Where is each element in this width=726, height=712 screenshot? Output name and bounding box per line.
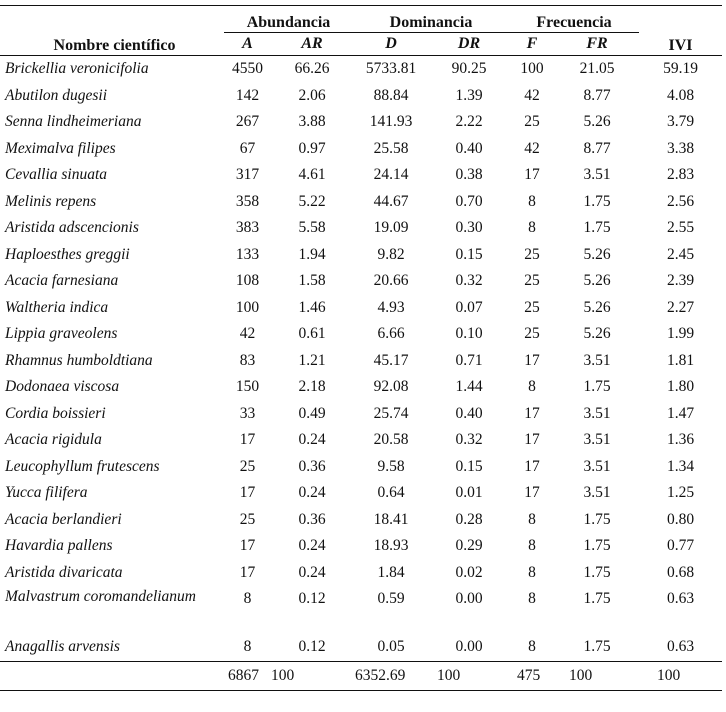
value-cell: 150 (235, 378, 260, 396)
value-cell: 2.83 (666, 166, 695, 184)
value-cell: 45.17 (373, 351, 409, 369)
species-name: Acacia farnesiana (5, 272, 119, 290)
species-name: Aristida divaricata (5, 563, 123, 581)
value-cell: 9.82 (377, 245, 405, 263)
value-cell: 1.75 (583, 563, 611, 581)
value-cell: 142 (235, 86, 260, 104)
header-name-column: Nombre científico (53, 37, 176, 54)
value-cell: 0.40 (455, 139, 483, 157)
value-cell: 17 (239, 537, 256, 555)
value-cell: 2.06 (298, 86, 326, 104)
value-cell: 1.75 (583, 192, 611, 210)
header-sub-fr: FR (586, 35, 608, 52)
value-cell: 3.51 (583, 166, 611, 184)
table-row (0, 295, 722, 322)
value-cell: 0.12 (298, 638, 326, 656)
species-name: Lippia graveolens (5, 325, 118, 343)
value-cell: 0.59 (377, 590, 405, 607)
value-cell: 5.26 (583, 245, 611, 263)
value-cell: 8 (528, 510, 536, 528)
value-cell: 1.34 (666, 457, 695, 475)
species-name: Haploesthes greggii (5, 245, 130, 263)
value-cell: 3.51 (583, 484, 611, 502)
value-cell: 3.88 (298, 113, 326, 131)
value-cell: 2.56 (666, 192, 695, 210)
value-cell: 0.77 (666, 537, 695, 555)
value-cell: 1.75 (583, 638, 611, 656)
table-row (0, 56, 722, 83)
value-cell: 0.00 (455, 590, 483, 607)
species-name: Havardia pallens (5, 537, 113, 555)
value-cell: 17 (524, 351, 540, 369)
table-row (0, 427, 722, 454)
value-cell: 20.58 (373, 431, 409, 449)
table-row (0, 560, 722, 587)
value-cell: 0.63 (666, 590, 695, 607)
species-name: Cevallia sinuata (5, 166, 108, 184)
value-cell: 90.25 (451, 60, 487, 78)
value-cell: 8 (528, 537, 536, 555)
species-name: Malvastrum coromandelianum (5, 588, 197, 605)
value-cell: 1.81 (666, 351, 695, 369)
species-name: Dodonaea viscosa (5, 378, 120, 396)
header-sub-dr: DR (457, 35, 481, 52)
species-name: Leucophyllum frutescens (5, 457, 160, 475)
value-cell: 317 (235, 166, 260, 184)
species-name: Cordia boissieri (5, 404, 106, 422)
value-cell: 3.38 (666, 139, 695, 157)
value-cell: 5.26 (583, 272, 611, 290)
value-cell: 44.67 (373, 192, 409, 210)
species-name: Acacia rigidula (5, 431, 102, 449)
totals-cell: 100 (657, 666, 681, 684)
species-name: Senna lindheimeriana (5, 113, 142, 131)
value-cell: 0.32 (455, 272, 483, 290)
value-cell: 8 (528, 590, 536, 607)
table-row (0, 634, 722, 661)
value-cell: 0.24 (298, 563, 326, 581)
value-cell: 0.63 (666, 638, 695, 656)
value-cell: 17 (524, 431, 540, 449)
value-cell: 1.46 (298, 298, 326, 316)
value-cell: 3.51 (583, 457, 611, 475)
value-cell: 267 (235, 113, 260, 131)
value-cell: 133 (235, 245, 260, 263)
table-row (0, 321, 722, 348)
value-cell: 25 (239, 457, 256, 475)
value-cell: 67 (239, 139, 256, 157)
value-cell: 25 (524, 298, 540, 316)
value-cell: 6.66 (377, 325, 405, 343)
value-cell: 2.55 (666, 219, 695, 237)
species-name: Rhamnus humboldtiana (5, 351, 153, 369)
table-row (0, 189, 722, 216)
value-cell: 5733.81 (365, 60, 417, 78)
value-cell: 5.22 (298, 192, 326, 210)
value-cell: 1.44 (455, 378, 483, 396)
value-cell: 8.77 (583, 139, 611, 157)
value-cell: 4.93 (377, 298, 405, 316)
value-cell: 0.38 (455, 166, 483, 184)
value-cell: 0.61 (298, 325, 326, 343)
species-name: Yucca filifera (5, 484, 88, 502)
value-cell: 1.47 (666, 404, 695, 422)
value-cell: 0.30 (455, 219, 483, 237)
totals-cell (0, 661, 224, 690)
value-cell: 1.39 (455, 86, 483, 104)
value-cell: 0.15 (455, 457, 483, 475)
table-row (0, 533, 722, 560)
value-cell: 141.93 (369, 113, 413, 131)
value-cell: 2.18 (298, 378, 326, 396)
value-cell: 8 (528, 563, 536, 581)
table-row (0, 136, 722, 163)
value-cell: 17 (239, 484, 256, 502)
value-cell: 0.64 (377, 484, 405, 502)
value-cell: 18.93 (373, 537, 409, 555)
value-cell: 3.51 (583, 351, 611, 369)
value-cell: 17 (524, 484, 540, 502)
totals-cell: 475 (517, 666, 541, 684)
value-cell: 5.26 (583, 298, 611, 316)
value-cell: 0.15 (455, 245, 483, 263)
value-cell: 5.58 (298, 219, 326, 237)
header-sub-f: F (526, 35, 538, 52)
value-cell: 0.97 (298, 139, 326, 157)
value-cell: 25 (524, 325, 540, 343)
value-cell: 2.22 (455, 113, 483, 131)
value-cell: 8 (528, 219, 536, 237)
value-cell: 0.70 (455, 192, 483, 210)
header-ivi: IVI (668, 37, 693, 54)
value-cell: 0.10 (455, 325, 483, 343)
value-cell: 17 (524, 404, 540, 422)
value-cell: 0.36 (298, 457, 326, 475)
value-cell: 0.12 (298, 590, 326, 607)
value-cell: 0.40 (455, 404, 483, 422)
value-cell: 1.99 (666, 325, 695, 343)
species-name: Melinis repens (5, 192, 97, 210)
species-name: Anagallis arvensis (5, 638, 120, 656)
value-cell: 1.25 (666, 484, 695, 502)
value-cell: 0.00 (455, 638, 483, 656)
value-cell: 21.05 (579, 60, 615, 78)
value-cell: 2.27 (666, 298, 695, 316)
value-cell: 4550 (232, 60, 263, 78)
value-cell: 1.84 (377, 563, 405, 581)
value-cell: 66.26 (294, 60, 330, 78)
header-sub-ar: AR (301, 35, 323, 52)
value-cell: 20.66 (373, 272, 409, 290)
value-cell: 100 (520, 60, 544, 78)
species-name: Waltheria indica (5, 298, 109, 316)
header-sub-a: A (242, 35, 253, 52)
value-cell: 17 (239, 431, 256, 449)
value-cell: 83 (239, 351, 256, 369)
value-cell: 0.07 (455, 298, 483, 316)
value-cell: 18.41 (373, 510, 409, 528)
header-group-abundancia: Abundancia (224, 6, 353, 33)
value-cell: 0.02 (455, 563, 483, 581)
value-cell: 33 (239, 404, 256, 422)
header-sub-d: D (385, 35, 397, 52)
value-cell: 9.58 (377, 457, 405, 475)
value-cell: 0.28 (455, 510, 483, 528)
value-cell: 0.05 (377, 638, 405, 656)
value-cell: 4.61 (298, 166, 326, 184)
value-cell: 383 (235, 219, 260, 237)
value-cell: 0.36 (298, 510, 326, 528)
value-cell: 1.36 (666, 431, 695, 449)
table-row (0, 162, 722, 189)
species-name: Abutilon dugesii (5, 86, 108, 104)
header-group-dominancia: Dominancia (353, 6, 509, 33)
totals-cell: 6352.69 (355, 666, 406, 684)
value-cell: 42 (239, 325, 256, 343)
table-row (0, 348, 722, 375)
value-cell: 108 (235, 272, 260, 290)
value-cell: 8 (243, 638, 252, 656)
species-name: Acacia berlandieri (5, 510, 122, 528)
value-cell: 1.21 (298, 351, 326, 369)
table-row (0, 215, 722, 242)
totals-cell: 100 (271, 666, 295, 684)
value-cell: 0.71 (455, 351, 483, 369)
value-cell: 88.84 (373, 86, 409, 104)
value-cell: 0.24 (298, 537, 326, 555)
value-cell: 1.58 (298, 272, 326, 290)
header-group-frecuencia: Frecuencia (509, 6, 639, 33)
value-cell: 25 (524, 113, 540, 131)
value-cell: 25 (524, 272, 540, 290)
table-row (0, 374, 722, 401)
table-row (0, 268, 722, 295)
value-cell: 4.08 (666, 86, 695, 104)
value-cell: 1.75 (583, 219, 611, 237)
value-cell: 42 (524, 86, 540, 104)
table-row (0, 454, 722, 481)
value-cell: 0.01 (455, 484, 483, 502)
table-row (0, 401, 722, 428)
value-cell: 8 (528, 378, 536, 396)
value-cell: 25 (524, 245, 540, 263)
value-cell: 0.24 (298, 431, 326, 449)
value-cell: 17 (524, 457, 540, 475)
value-cell: 0.29 (455, 537, 483, 555)
value-cell: 1.94 (298, 245, 326, 263)
value-cell: 8 (528, 192, 536, 210)
value-cell: 8.77 (583, 86, 611, 104)
table-row (0, 242, 722, 269)
value-cell: 3.51 (583, 431, 611, 449)
value-cell: 1.75 (583, 378, 611, 396)
value-cell: 2.39 (666, 272, 695, 290)
value-cell: 25.58 (373, 139, 409, 157)
species-table (0, 5, 722, 691)
value-cell: 42 (524, 139, 540, 157)
value-cell: 1.80 (666, 378, 695, 396)
value-cell: 3.79 (666, 113, 695, 131)
value-cell: 1.75 (583, 590, 611, 607)
totals-cell: 100 (437, 666, 461, 684)
value-cell: 100 (235, 298, 260, 316)
value-cell: 25 (239, 510, 256, 528)
table-body (0, 56, 722, 662)
value-cell: 0.68 (666, 563, 695, 581)
value-cell: 19.09 (373, 219, 409, 237)
value-cell: 0.49 (298, 404, 326, 422)
value-cell: 1.75 (583, 537, 611, 555)
value-cell: 59.19 (663, 60, 698, 78)
value-cell: 358 (235, 192, 260, 210)
value-cell: 8 (243, 590, 252, 607)
table-row (0, 586, 722, 634)
value-cell: 0.24 (298, 484, 326, 502)
value-cell: 3.51 (583, 404, 611, 422)
totals-cell: 100 (569, 666, 593, 684)
value-cell: 5.26 (583, 325, 611, 343)
table-row (0, 83, 722, 110)
value-cell: 1.75 (583, 510, 611, 528)
species-name: Meximalva filipes (5, 139, 116, 157)
value-cell: 25.74 (373, 404, 409, 422)
value-cell: 24.14 (373, 166, 409, 184)
species-name: Brickellia veronicifolia (5, 60, 149, 78)
totals-row (0, 661, 722, 690)
value-cell: 5.26 (583, 113, 611, 131)
value-cell: 8 (528, 638, 536, 656)
value-cell: 17 (239, 563, 256, 581)
value-cell: 0.80 (666, 510, 695, 528)
totals-cell: 6867 (228, 666, 259, 684)
table-row (0, 507, 722, 534)
value-cell: 92.08 (373, 378, 409, 396)
table-row (0, 109, 722, 136)
value-cell: 2.45 (666, 245, 695, 263)
table-row (0, 480, 722, 507)
species-name: Aristida adscencionis (5, 219, 139, 237)
value-cell: 0.32 (455, 431, 483, 449)
value-cell: 17 (524, 166, 540, 184)
